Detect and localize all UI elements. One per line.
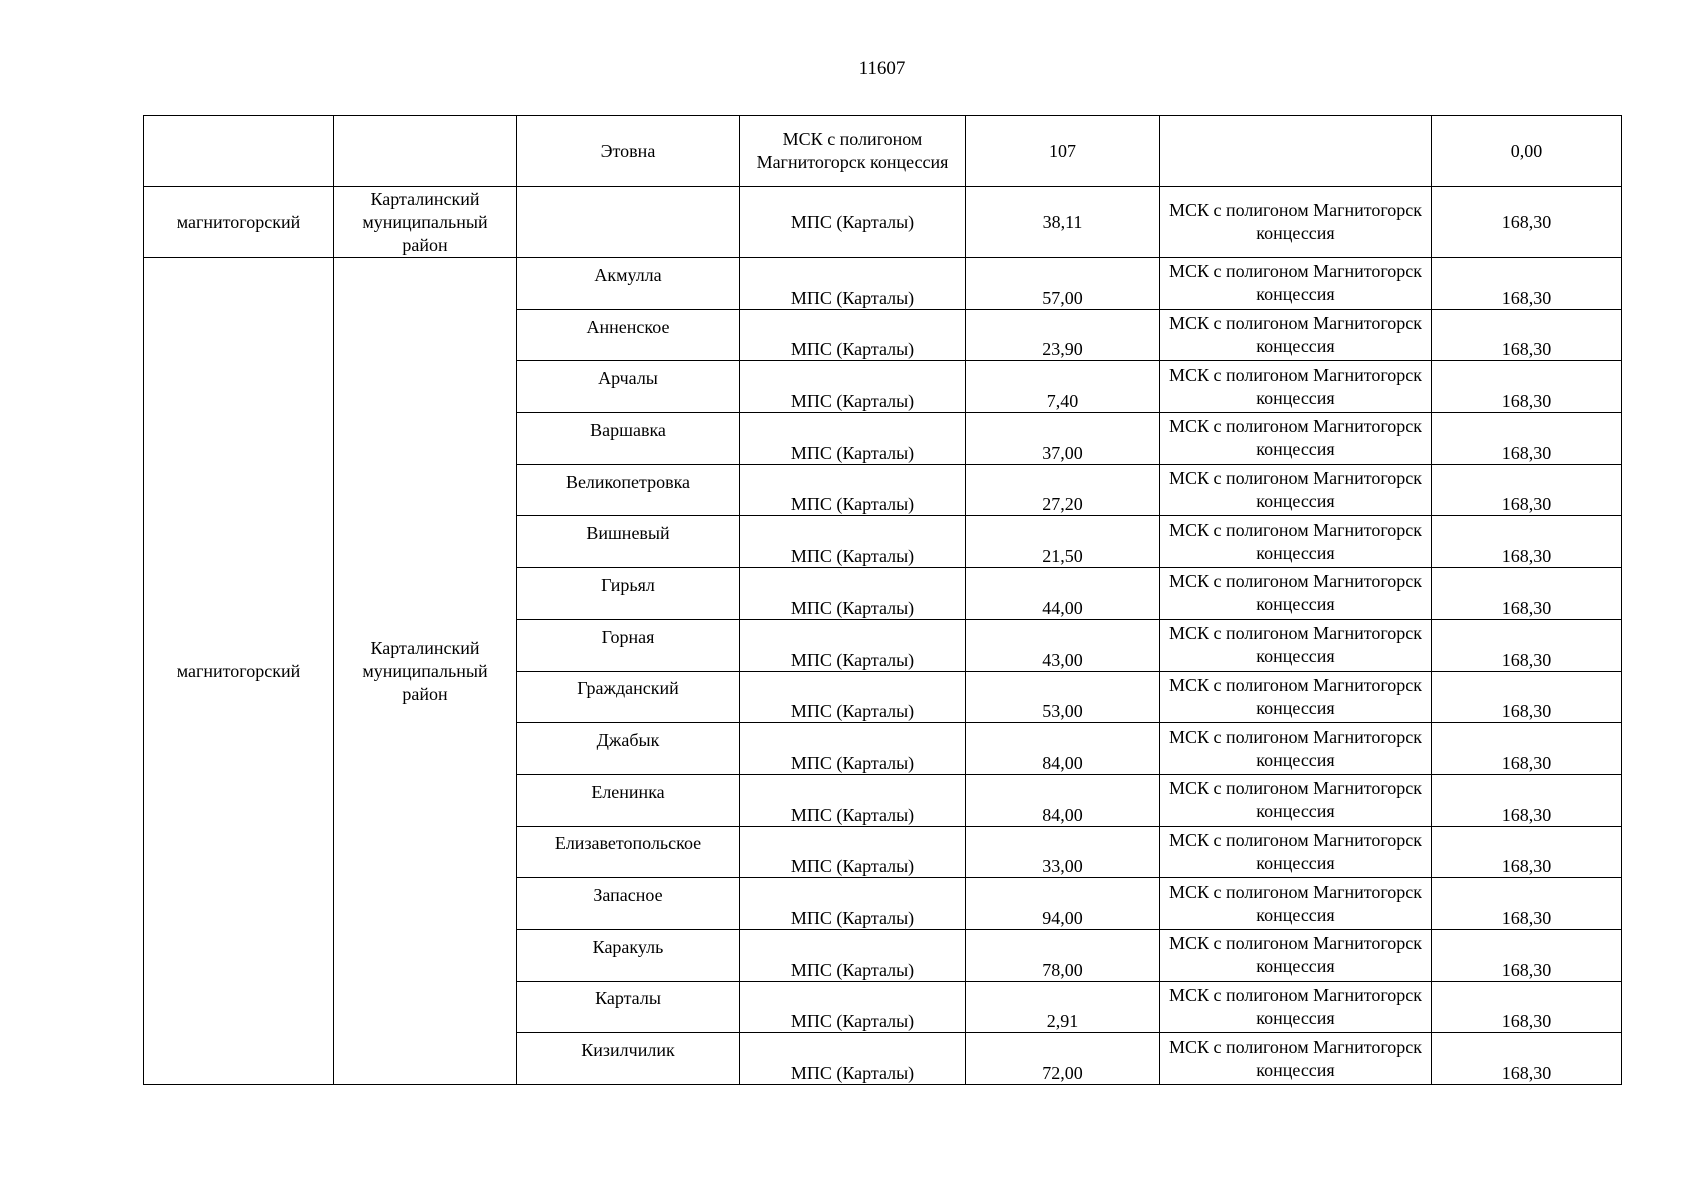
tariff-cell: 168,30 bbox=[1432, 1033, 1622, 1085]
destination-cell: МСК с полигоном Магнитогорск концессия bbox=[1160, 361, 1432, 413]
table-row bbox=[144, 187, 1622, 258]
distance-cell: 38,11 bbox=[966, 187, 1160, 258]
source-cell: МПС (Карталы) bbox=[740, 723, 966, 775]
destination-cell: МСК с полигоном Магнитогорск концессия bbox=[1160, 671, 1432, 723]
settlement-cell: Гражданский bbox=[517, 671, 740, 723]
destination-cell: МСК с полигоном Магнитогорск концессия bbox=[1160, 619, 1432, 671]
district-cell: Карталинский муниципальный район bbox=[334, 258, 517, 1085]
source-cell: МПС (Карталы) bbox=[740, 981, 966, 1033]
distance-cell: 23,90 bbox=[966, 309, 1160, 361]
destination-cell: МСК с полигоном Магнитогорск концессия bbox=[1160, 258, 1432, 310]
distance-cell: 107 bbox=[966, 116, 1160, 187]
distance-cell: 43,00 bbox=[966, 619, 1160, 671]
region-cell: магнитогорский bbox=[144, 187, 334, 258]
source-cell: МПС (Карталы) bbox=[740, 568, 966, 620]
settlement-cell: Великопетровка bbox=[517, 464, 740, 516]
source-cell: МПС (Карталы) bbox=[740, 516, 966, 568]
destination-cell: МСК с полигоном Магнитогорск концессия bbox=[1160, 723, 1432, 775]
tariff-cell: 168,30 bbox=[1432, 516, 1622, 568]
destination-cell: МСК с полигоном Магнитогорск концессия bbox=[1160, 826, 1432, 878]
district-cell: Карталинский муниципальный район bbox=[334, 187, 517, 258]
tariff-cell: 168,30 bbox=[1432, 929, 1622, 981]
settlement-cell: Каракуль bbox=[517, 929, 740, 981]
source-cell: МПС (Карталы) bbox=[740, 774, 966, 826]
settlement-cell: Гирьял bbox=[517, 568, 740, 620]
destination-cell: МСК с полигоном Магнитогорск концессия bbox=[1160, 516, 1432, 568]
settlement-cell: Акмулла bbox=[517, 258, 740, 310]
destination-cell: МСК с полигоном Магнитогорск концессия bbox=[1160, 981, 1432, 1033]
page-number: 11607 bbox=[858, 58, 906, 79]
destination-cell: МСК с полигоном Магнитогорск концессия bbox=[1160, 187, 1432, 258]
source-cell: МПС (Карталы) bbox=[740, 464, 966, 516]
tariff-cell: 168,30 bbox=[1432, 826, 1622, 878]
source-cell: МПС (Карталы) bbox=[740, 878, 966, 930]
tariff-cell: 168,30 bbox=[1432, 671, 1622, 723]
tariff-cell: 168,30 bbox=[1432, 619, 1622, 671]
settlement-cell bbox=[517, 187, 740, 258]
distance-cell: 7,40 bbox=[966, 361, 1160, 413]
settlement-cell: Еленинка bbox=[517, 774, 740, 826]
settlement-cell: Кизилчилик bbox=[517, 1033, 740, 1085]
tariff-cell: 168,30 bbox=[1432, 878, 1622, 930]
distance-cell: 72,00 bbox=[966, 1033, 1160, 1085]
source-cell: МПС (Карталы) bbox=[740, 361, 966, 413]
settlement-cell: Вишневый bbox=[517, 516, 740, 568]
destination-cell: МСК с полигоном Магнитогорск концессия bbox=[1160, 309, 1432, 361]
source-cell: МПС (Карталы) bbox=[740, 187, 966, 258]
distance-cell: 44,00 bbox=[966, 568, 1160, 620]
distance-cell: 53,00 bbox=[966, 671, 1160, 723]
destination-cell: МСК с полигоном Магнитогорск концессия bbox=[1160, 464, 1432, 516]
source-cell: МПС (Карталы) bbox=[740, 929, 966, 981]
source-cell: МПС (Карталы) bbox=[740, 1033, 966, 1085]
region-cell bbox=[144, 116, 334, 187]
tariff-cell: 168,30 bbox=[1432, 258, 1622, 310]
settlement-cell: Арчалы bbox=[517, 361, 740, 413]
distance-cell: 84,00 bbox=[966, 774, 1160, 826]
tariff-cell: 168,30 bbox=[1432, 361, 1622, 413]
settlement-cell: Запасное bbox=[517, 878, 740, 930]
source-cell: МПС (Карталы) bbox=[740, 309, 966, 361]
tariff-cell: 168,30 bbox=[1432, 464, 1622, 516]
distance-cell: 21,50 bbox=[966, 516, 1160, 568]
settlement-cell: Джабык bbox=[517, 723, 740, 775]
destination-cell: МСК с полигоном Магнитогорск концессия bbox=[1160, 568, 1432, 620]
distance-cell: 57,00 bbox=[966, 258, 1160, 310]
settlement-cell: Анненское bbox=[517, 309, 740, 361]
source-cell: МСК с полигоном Магнитогорск концессия bbox=[740, 116, 966, 187]
tariff-cell: 168,30 bbox=[1432, 723, 1622, 775]
distance-cell: 94,00 bbox=[966, 878, 1160, 930]
settlement-cell: Этовна bbox=[517, 116, 740, 187]
settlement-cell: Горная bbox=[517, 619, 740, 671]
destination-cell: МСК с полигоном Магнитогорск концессия bbox=[1160, 774, 1432, 826]
tariff-cell: 168,30 bbox=[1432, 309, 1622, 361]
distance-cell: 78,00 bbox=[966, 929, 1160, 981]
tariff-cell: 168,30 bbox=[1432, 413, 1622, 465]
source-cell: МПС (Карталы) bbox=[740, 258, 966, 310]
destination-cell: МСК с полигоном Магнитогорск концессия bbox=[1160, 878, 1432, 930]
distance-cell: 33,00 bbox=[966, 826, 1160, 878]
tariff-cell: 168,30 bbox=[1432, 981, 1622, 1033]
distance-cell: 27,20 bbox=[966, 464, 1160, 516]
source-cell: МПС (Карталы) bbox=[740, 413, 966, 465]
district-cell bbox=[334, 116, 517, 187]
distance-cell: 37,00 bbox=[966, 413, 1160, 465]
region-cell: магнитогорский bbox=[144, 258, 334, 1085]
tariff-cell: 168,30 bbox=[1432, 568, 1622, 620]
destination-cell: МСК с полигоном Магнитогорск концессия bbox=[1160, 1033, 1432, 1085]
settlement-cell: Елизаветопольское bbox=[517, 826, 740, 878]
destination-cell: МСК с полигоном Магнитогорск концессия bbox=[1160, 929, 1432, 981]
distance-cell: 84,00 bbox=[966, 723, 1160, 775]
tariff-cell: 168,30 bbox=[1432, 187, 1622, 258]
destination-cell bbox=[1160, 116, 1432, 187]
distance-cell: 2,91 bbox=[966, 981, 1160, 1033]
source-cell: МПС (Карталы) bbox=[740, 826, 966, 878]
table-row bbox=[144, 116, 1622, 187]
settlement-cell: Карталы bbox=[517, 981, 740, 1033]
destination-cell: МСК с полигоном Магнитогорск концессия bbox=[1160, 413, 1432, 465]
tariff-cell: 168,30 bbox=[1432, 774, 1622, 826]
data-table bbox=[143, 115, 1622, 1085]
source-cell: МПС (Карталы) bbox=[740, 671, 966, 723]
tariff-cell: 0,00 bbox=[1432, 116, 1622, 187]
source-cell: МПС (Карталы) bbox=[740, 619, 966, 671]
settlement-cell: Варшавка bbox=[517, 413, 740, 465]
table-row bbox=[144, 258, 1622, 310]
